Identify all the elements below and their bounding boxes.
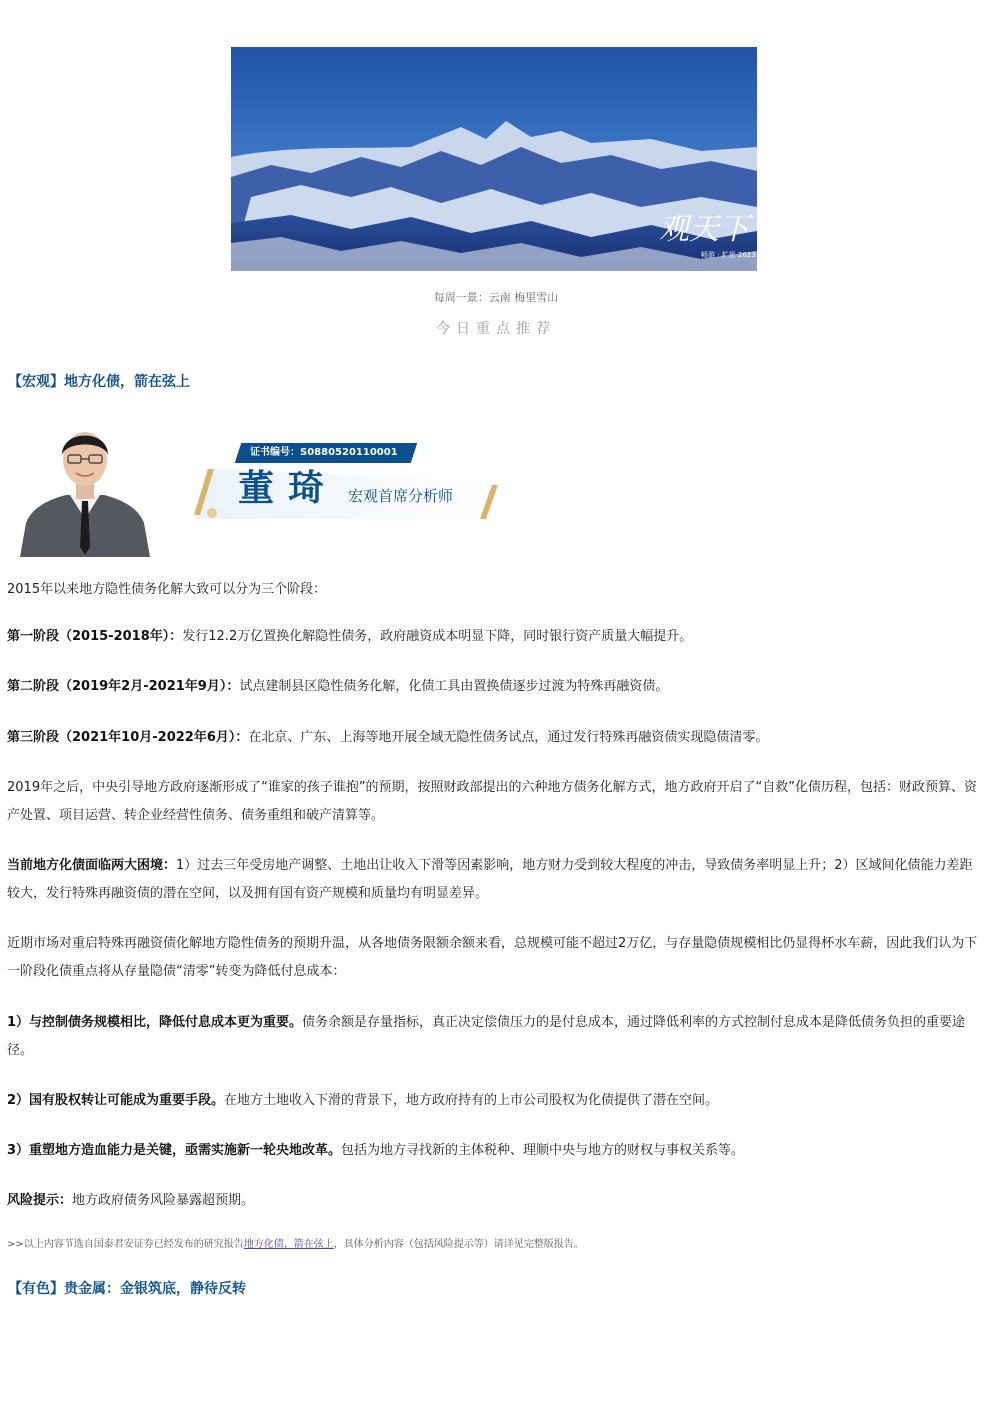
- point3-paragraph: [7, 1137, 985, 1165]
- point3-label: 3）重塑地方造血能力是关键，亟需实施新一轮央地改革。: [7, 1143, 342, 1158]
- stage3-text: 在北京、广东、上海等地开展全域无隐性债务试点，通过发行特殊再融资债实现隐债清零。: [248, 730, 769, 745]
- point2-text: 在地方土地收入下滑的背景下，地方政府持有的上市公司股权为化债提供了潜在空间。: [224, 1093, 719, 1108]
- point2-label: 2）国有股权转让可能成为重要手段。: [7, 1093, 225, 1108]
- risk-label: 风险提示：: [7, 1193, 73, 1208]
- stage2-label: 第二阶段（2019年2月-2021年9月）：: [7, 679, 240, 694]
- analyst-role: 宏观首席分析师: [348, 487, 454, 505]
- section-subtitle: 今日重点推荐: [436, 321, 556, 337]
- stage3-paragraph: [7, 724, 985, 752]
- note-suffix: ，具体分析内容（包括风险提示等）请详见完整版报告。: [333, 1239, 584, 1250]
- analyst-photo: [20, 415, 150, 557]
- source-note: [7, 1236, 985, 1254]
- stage1-label: 第一阶段（2015-2018年）：: [7, 629, 183, 644]
- mountain-landscape-photo: [231, 47, 757, 271]
- section-title-macro: 【宏观】地方化债，箭在弦上: [8, 374, 190, 390]
- paragraph-2019: 2019年之后，中央引导地方政府逐渐形成了“谁家的孩子谁抱”的预期，按照财政部提出的六种地方债务化解方式，地方政府开启了“自救”化债历程，包括：财政预算、资产处置、项目运营、转企业经营性债务、债务重组和破产清算等。: [7, 780, 978, 823]
- report-link[interactable]: 地方化债，箭在弦上: [243, 1239, 334, 1250]
- difficulty-label: 当前地方化债面临两大困境：: [7, 858, 177, 873]
- hero-image: [231, 47, 757, 271]
- section-title-metals: 【有色】贵金属：金银筑底，静待反转: [8, 1281, 246, 1297]
- analyst-name: 董琦: [238, 467, 339, 509]
- stage1-text: 发行12.2万亿置换化解隐性债务，政府融资成本明显下降，同时银行资产质量大幅提升。: [182, 629, 693, 644]
- risk-paragraph: [7, 1187, 985, 1215]
- recent-paragraph: 近期市场对重启特殊再融资债化解地方隐性债务的预期升温，从各地债务限额余额来看，总规模可能不超过2万亿，与存量隐债规模相比仍显得杯水车薪，因此我们认为下一阶段化债重点将从存量隐债“清零”转变为降低付息成本：: [7, 936, 978, 979]
- note-prefix: >>以上内容节选自国泰君安证券已经发布的研究报告: [7, 1239, 244, 1250]
- stage2-paragraph: [7, 673, 985, 701]
- watermark-subtitle: 畅游 · 扩思 2023: [701, 251, 756, 259]
- point1-paragraph: [7, 1009, 985, 1065]
- point3-text: 包括为地方寻找新的主体税种、理顺中央与地方的财权与事权关系等。: [341, 1143, 745, 1158]
- difficulty-text: 1）过去三年受房地产调整、土地出让收入下滑等因素影响，地方财力受到较大程度的冲击，导致债务率明显上升；2）区域间化债能力差距较大，发行特殊再融资债的潜在空间，以及拥有国有资产规模和质量均有明显差异。: [7, 858, 973, 901]
- hero-caption: 每周一景：云南 梅里雪山: [433, 291, 559, 304]
- difficulty-paragraph: [7, 852, 985, 908]
- certificate-badge: [235, 443, 417, 463]
- point1-text: 债务余额是存量指标，真正决定偿债压力的是付息成本，通过降低利率的方式控制付息成本是降低债务负担的重要途径。: [7, 1015, 966, 1058]
- risk-text: 地方政府债务风险暴露超预期。: [72, 1193, 255, 1208]
- stage3-label: 第三阶段（2021年10月-2022年6月）：: [7, 730, 249, 745]
- analyst-card: [20, 415, 500, 560]
- point1-label: 1）与控制债务规模相比，降低付息成本更为重要。: [7, 1015, 303, 1030]
- stage1-paragraph: [7, 623, 985, 651]
- certificate-number: 证书编号：S0880520110001: [250, 447, 398, 458]
- intro-paragraph: 2015年以来地方隐性债务化解大致可以分为三个阶段：: [7, 582, 327, 597]
- point2-paragraph: [7, 1087, 985, 1115]
- stage2-text: 试点建制县区隐性债务化解，化债工具由置换债逐步过渡为特殊再融资债。: [239, 679, 669, 694]
- watermark-title: 观天下: [659, 212, 749, 247]
